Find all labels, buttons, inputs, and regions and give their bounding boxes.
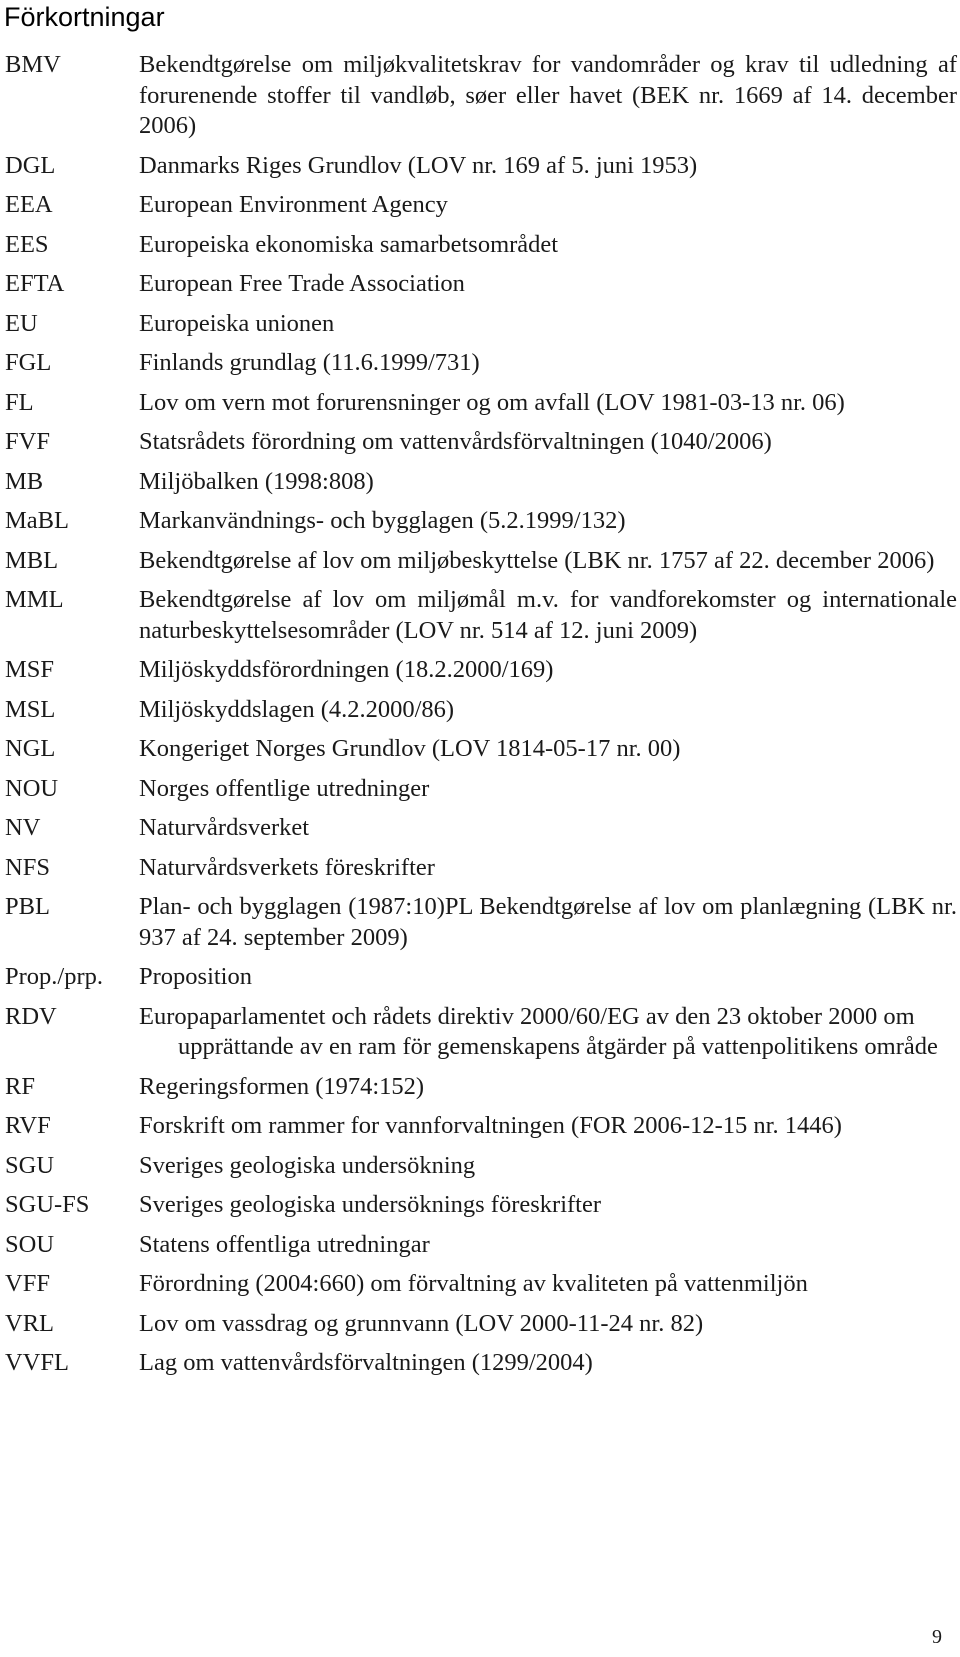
abbreviation-definition: Europeiska unionen [139,309,335,337]
list-item [0,734,960,765]
list-item [0,1348,960,1379]
abbreviation-term: FVF [5,428,50,455]
abbreviation-term: EEA [5,191,53,218]
abbreviation-term: SGU [5,1151,55,1179]
abbreviation-term: NGL [5,735,56,762]
abbreviation-definition: Förordning (2004:660) om förvaltning av kvaliteten på vattenmiljön [139,1270,808,1297]
page-number: 9 [932,1626,942,1648]
abbreviation-term: MaBL [5,507,69,534]
abbreviation-definition: Bekendtgørelse om miljøkvalitetskrav for vandområder og krav til udledning af forurenende stoffer til vandløb, søer eller havet (BEK nr. 1669 af 14. december 2006) [139,51,957,139]
abbreviation-definition: Europaparlamentet och rådets direktiv 2000/60/EG av den 23 oktober 2000 om upprättande av en ram för gemenskapens åtgärder på vattenpolitikens område [139,1002,938,1060]
list-item [0,269,960,300]
abbreviation-term: SOU [5,1230,55,1258]
abbreviation-term: MSF [5,656,55,683]
abbreviation-term: Prop./prp. [5,963,103,990]
abbreviation-term: VVFL [5,1349,69,1376]
abbreviation-definition: Plan- och bygglagen (1987:10)PL Bekendtgørelse af lov om planlægning (LBK nr. 937 af 24. september 2009) [139,893,957,951]
abbreviation-definition: Bekendtgørelse af lov om miljømål m.v. for vandforekomster og internationale naturbeskyttelsesområder (LOV nr. 514 af 12. juni 2009) [139,586,957,644]
list-item [0,388,960,419]
abbreviation-list [0,50,960,1388]
abbreviation-term: NOU [5,774,59,802]
abbreviation-term: VFF [5,1270,50,1297]
list-item [0,190,960,221]
list-item [0,1190,960,1221]
abbreviation-term: MSL [5,695,56,723]
abbreviation-definition: Europeiska ekonomiska samarbetsområdet [139,230,559,258]
list-item [0,655,960,686]
abbreviation-definition: Norges offentlige utredninger [139,774,430,802]
abbreviation-term: FL [5,388,34,416]
abbreviation-definition: Danmarks Riges Grundlov (LOV nr. 169 af 5. juni 1953) [139,151,698,179]
list-item [0,1151,960,1182]
abbreviation-definition: Miljöskyddslagen (4.2.2000/86) [139,695,455,723]
abbreviation-term: RDV [5,1002,57,1030]
abbreviation-definition: Naturvårdsverkets föreskrifter [139,853,435,881]
list-item [0,1002,960,1063]
list-item [0,230,960,261]
list-item [0,50,960,142]
abbreviation-definition: Sveriges geologiska undersökning [139,1151,476,1179]
abbreviation-term: VRL [5,1309,54,1337]
abbreviation-definition: Regeringsformen (1974:152) [139,1072,425,1100]
abbreviation-definition: Bekendtgørelse af lov om miljøbeskyttelse (LBK nr. 1757 af 22. december 2006) [139,546,935,574]
abbreviation-definition: Finlands grundlag (11.6.1999/731) [139,349,480,376]
abbreviation-definition: Lov om vassdrag og grunnvann (LOV 2000-11-24 nr. 82) [139,1309,704,1337]
list-item [0,1111,960,1142]
list-item [0,695,960,726]
abbreviation-term: SGU-FS [5,1191,90,1218]
abbreviation-term: MML [5,586,64,613]
list-item [0,813,960,844]
list-item [0,585,960,646]
list-item [0,1309,960,1340]
abbreviation-definition: Naturvårdsverket [139,814,310,841]
page-title: Förkortningar [4,2,165,32]
list-item [0,467,960,498]
abbreviation-definition: European Environment Agency [139,191,448,218]
abbreviation-definition: Lov om vern mot forurensninger og om avfall (LOV 1981-03-13 nr. 06) [139,388,845,416]
abbreviation-definition: Sveriges geologiska undersöknings föreskrifter [139,1191,601,1218]
abbreviation-definition: Miljöskyddsförordningen (18.2.2000/169) [139,656,554,683]
abbreviation-term: EU [5,309,38,337]
list-item [0,506,960,537]
list-item [0,546,960,577]
abbreviation-term: NFS [5,853,50,881]
abbreviation-term: MBL [5,546,59,574]
list-item [0,892,960,953]
abbreviation-term: EES [5,230,49,258]
abbreviation-definition: Statens offentliga utredningar [139,1230,430,1258]
abbreviation-definition: Markanvändnings- och bygglagen (5.2.1999/132) [139,507,626,534]
abbreviation-term: RF [5,1072,35,1100]
list-item [0,427,960,458]
abbreviation-definition: Statsrådets förordning om vattenvårdsförvaltningen (1040/2006) [139,428,772,455]
abbreviation-definition: Lag om vattenvårdsförvaltningen (1299/2004) [139,1349,593,1376]
list-item [0,774,960,805]
abbreviation-term: RVF [5,1112,51,1139]
abbreviation-term: PBL [5,893,50,920]
list-item [0,1269,960,1300]
list-item [0,1072,960,1103]
abbreviation-term: EFTA [5,270,65,297]
abbreviation-term: NV [5,814,41,841]
list-item [0,853,960,884]
abbreviation-definition: European Free Trade Association [139,270,465,297]
abbreviation-definition: Miljöbalken (1998:808) [139,467,374,495]
abbreviation-definition: Forskrift om rammer for vannforvaltningen (FOR 2006-12-15 nr. 1446) [139,1112,842,1139]
list-item [0,962,960,993]
abbreviation-definition: Kongeriget Norges Grundlov (LOV 1814-05-17 nr. 00) [139,735,681,762]
list-item [0,309,960,340]
list-item [0,348,960,379]
list-item [0,151,960,182]
abbreviation-term: BMV [5,51,61,78]
abbreviation-term: FGL [5,349,52,376]
abbreviation-term: MB [5,467,44,495]
abbreviation-definition: Proposition [139,963,252,990]
list-item [0,1230,960,1261]
abbreviation-term: DGL [5,151,56,179]
